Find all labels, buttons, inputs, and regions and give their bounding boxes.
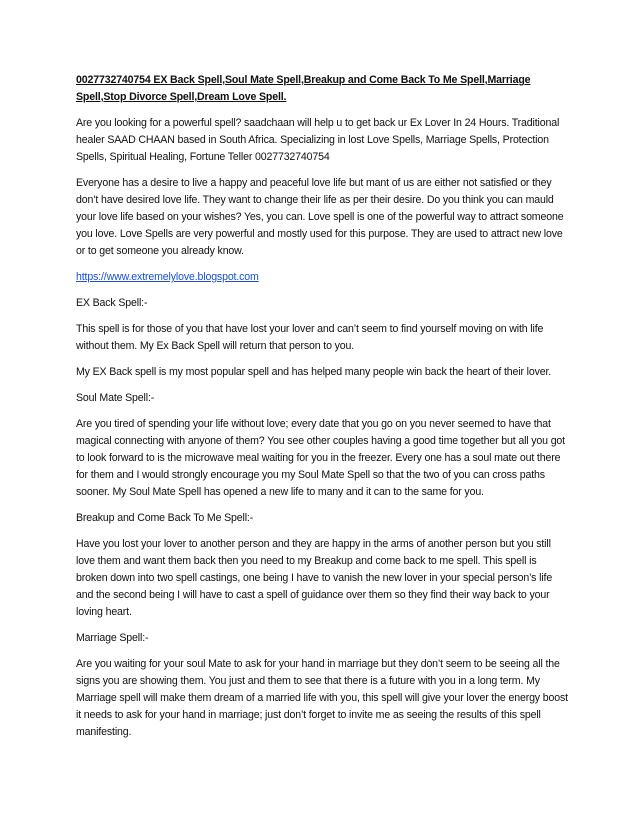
breakup-heading: Breakup and Come Back To Me Spell:- bbox=[76, 512, 254, 524]
document-title: 0027732740754 EX Back Spell,Soul Mate Spell,Breakup and Come Back To Me Spell,Marriage Spell,Stop Divorce Spell,Dream Love Spell. bbox=[76, 74, 531, 103]
marriage-heading: Marriage Spell:- bbox=[76, 632, 149, 644]
soul-mate-heading: Soul Mate Spell:- bbox=[76, 392, 155, 404]
intro-paragraph: Are you looking for a powerful spell? saadchaan will help u to get back ur Ex Lover In 24 Hours. Traditional healer SAAD CHAAN based in South Africa. Specializing in lost Love Spells, Marriage Spells, Protection Spells, Spiritual Healing, Fortune Teller 0027732740754 bbox=[76, 117, 560, 163]
blog-link[interactable]: https://www.extremelylove.blogspot.com bbox=[76, 271, 259, 283]
ex-back-heading: EX Back Spell:- bbox=[76, 297, 148, 309]
link-paragraph bbox=[76, 269, 568, 286]
desire-paragraph: Everyone has a desire to live a happy and peaceful love life but mant of us are either not satisfied or they don’t have desired love life. They want to change their life as per their desire. Do you think you can mauld your love life based on your wishes? Yes, you can. Love spell is one of the powerful way to attract someone you love. Love Spells are very powerful and mostly used for this purpose. They are used to attract new love or to get someone you already know. bbox=[76, 177, 564, 257]
ex-back-paragraph-2: My EX Back spell is my most popular spell and has helped many people win back the heart of their lover. bbox=[76, 366, 552, 378]
soul-mate-paragraph: Are you tired of spending your life without love; every date that you go on you never seemed to have that magical connecting with anyone of them? You see other couples having a good time together but all you got to look forward to is the microwave meal waiting for you in the freezer. Every one has a soul mate out there for them and I would strongly encourage you my Soul Mate Spell so that the two of you can cross paths sooner. My Soul Mate Spell has opened a new life to many and it can to the same for you. bbox=[76, 418, 565, 498]
ex-back-paragraph-1: This spell is for those of you that have lost your lover and can’t seem to find yourself moving on with life without them. My Ex Back Spell will return that person to you. bbox=[76, 323, 544, 352]
marriage-paragraph: Are you waiting for your soul Mate to ask for your hand in marriage but they don’t seem to be seeing all the signs you are showing them. You just and them to see that there is a future with you in a long term. My Marriage spell will make them dream of a married life with you, this spell will give your lover the energy boost it needs to ask for your hand in marriage; just don’t forget to invite me as seeing the results of this spell manifesting. bbox=[76, 658, 568, 738]
breakup-paragraph: Have you lost your lover to another person and they are happy in the arms of another person but you still love them and want them back then you need to my Breakup and come back to me spell. This spell is broken down into two spell castings, one being I have to vanish the new lover in your special person’s life and the second being I will have to cast a spell of guidance over them so they find their way back to your loving heart. bbox=[76, 538, 553, 618]
